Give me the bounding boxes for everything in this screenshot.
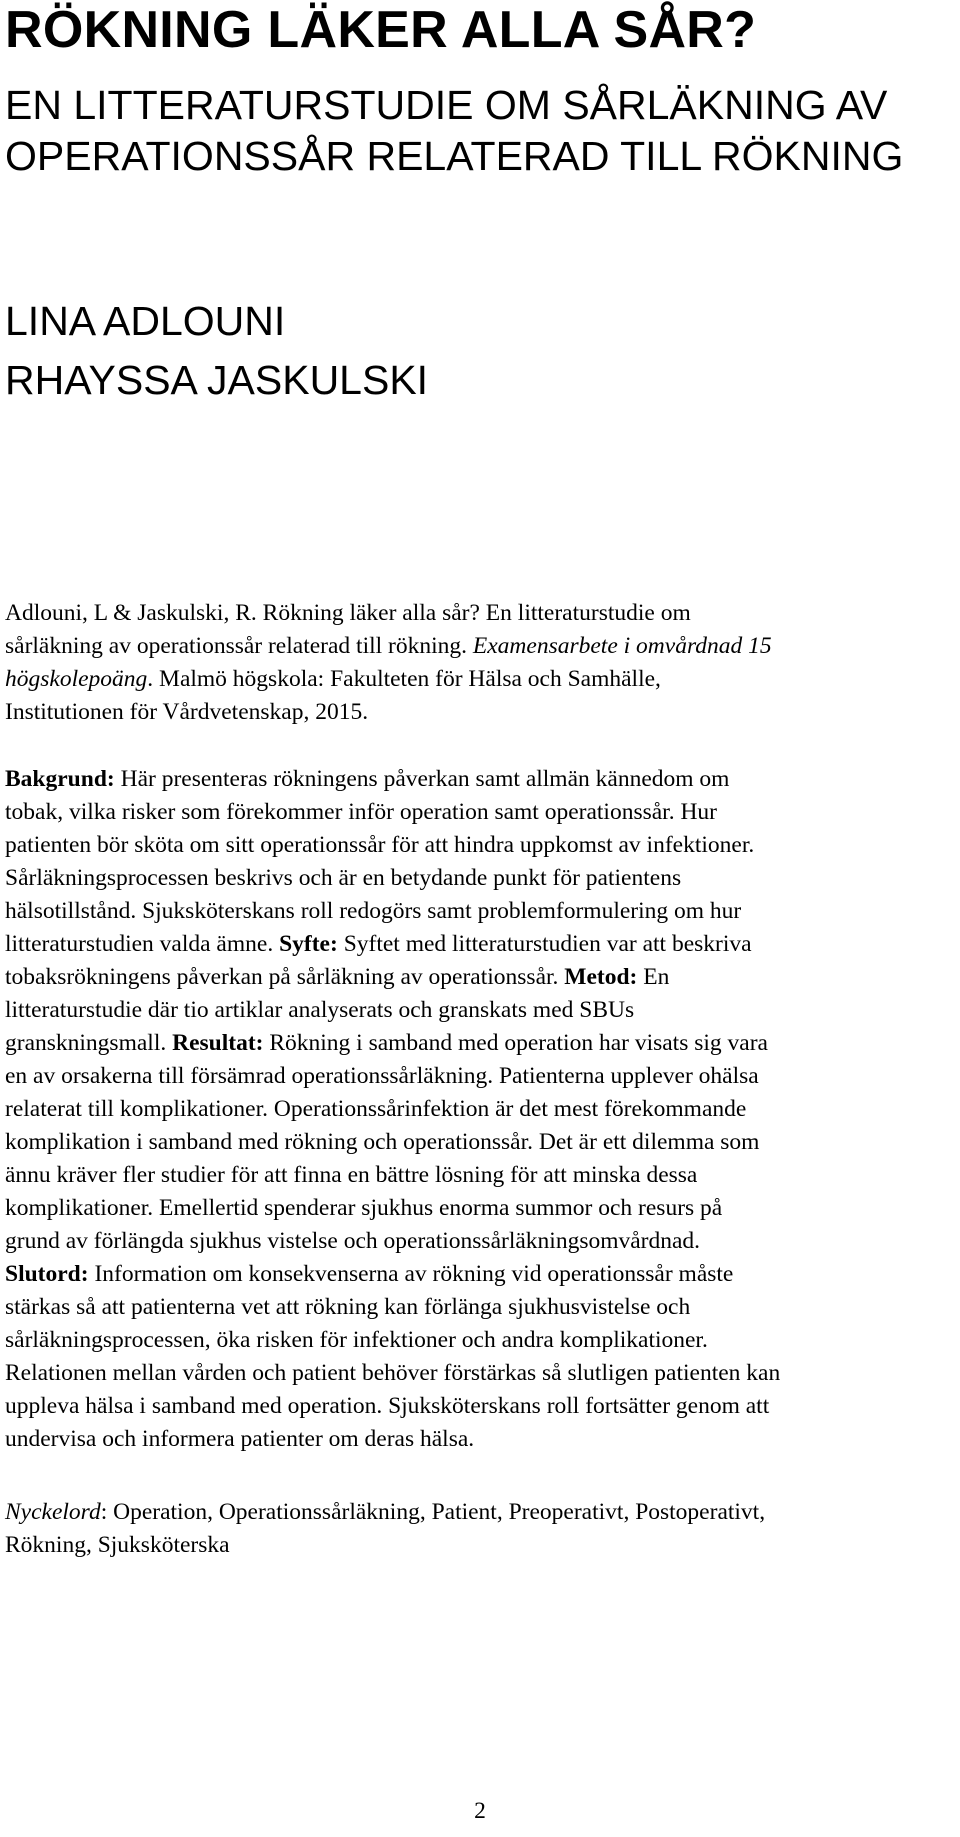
abstract-line [5, 961, 960, 994]
abstract-line: tobak, vilka risker som förekommer inför operation samt operationssår. Hur [5, 799, 717, 825]
abstract-text: Här presenteras rökningens påverkan samt allmän kännedom om [114, 766, 730, 792]
abstract-line: grund av förlängda sjukhus vistelse och operationssårläkningsomvårdnad. [5, 1228, 701, 1254]
subtitle-line: EN LITTERATURSTUDIE OM SÅRLÄKNING AV [5, 82, 888, 128]
abstract-line [5, 763, 960, 796]
abstract-line: stärkas så att patienterna vet att rökning kan förlänga sjukhusvistelse och [5, 1294, 691, 1320]
document-subtitle [5, 80, 903, 182]
citation-line: Institutionen för Vårdvetenskap, 2015. [5, 699, 369, 725]
abstract-line [5, 1258, 960, 1291]
keywords-text: : Operation, Operationssårläkning, Patient, Preoperativt, Postoperativt, [100, 1499, 766, 1525]
resultat-label: Resultat: [172, 1030, 264, 1056]
abstract-line: sårläkningsprocessen, öka risken för infektioner och andra komplikationer. [5, 1327, 708, 1353]
citation-line [5, 630, 955, 663]
citation-line: Adlouni, L & Jaskulski, R. Rökning läker alla sår? En litteraturstudie om [5, 600, 691, 626]
abstract-text: granskningsmall. [5, 1030, 173, 1056]
citation-italic-text: Examensarbete i omvårdnad 15 [472, 633, 772, 659]
abstract-text: Rökning i samband med operation har visats sig vara [263, 1030, 768, 1056]
subtitle-line: OPERATIONSSÅR RELATERAD TILL RÖKNING [5, 133, 904, 179]
abstract-line [5, 1027, 960, 1060]
citation-line [5, 663, 955, 696]
citation-text: . Malmö högskola: Fakulteten för Hälsa och Samhälle, [147, 666, 661, 692]
author-name: RHAYSSA JASKULSKI [5, 357, 429, 403]
abstract-line: komplikation i samband med rökning och operationssår. Det är ett dilemma som [5, 1129, 760, 1155]
citation-italic-text: högskolepoäng [5, 666, 148, 692]
abstract-line: undervisa och informera patienter om deras hälsa. [5, 1426, 475, 1452]
citation-text: sårläkning av operationssår relaterad till rökning. [5, 633, 473, 659]
keywords-line: Rökning, Sjuksköterska [5, 1532, 230, 1558]
abstract-line: uppleva hälsa i samband med operation. Sjuksköterskans roll fortsätter genom att [5, 1393, 770, 1419]
abstract-line: ännu kräver fler studier för att finna en bättre lösning för att minska dessa [5, 1162, 698, 1188]
slutord-label: Slutord: [5, 1261, 89, 1287]
citation-paragraph [5, 597, 955, 729]
abstract-text: En [637, 964, 670, 990]
abstract-line: patienten bör sköta om sitt operationssår för att hindra uppkomst av infektioner. [5, 832, 755, 858]
abstract-line: komplikationer. Emellertid spenderar sjukhus enorma summor och resurs på [5, 1195, 723, 1221]
page-number: 2 [474, 1798, 486, 1824]
abstract-line: Sårläkningsprocessen beskrivs och är en betydande punkt för patientens [5, 865, 682, 891]
keywords-paragraph [5, 1496, 955, 1562]
abstract-text: litteraturstudien valda ämne. [5, 931, 280, 957]
keywords-label: Nyckelord [5, 1499, 101, 1525]
abstract-text: tobaksrökningens påverkan på sårläkning av operationssår. [5, 964, 565, 990]
abstract-text: Information om konsekvenserna av rökning vid operationssår måste [88, 1261, 734, 1287]
bakgrund-label: Bakgrund: [5, 766, 115, 792]
abstract-paragraph [5, 763, 960, 1456]
syfte-label: Syfte: [279, 931, 338, 957]
abstract-line: en av orsakerna till försämrad operationssårläkning. Patienterna upplever ohälsa [5, 1063, 759, 1089]
abstract-line: relaterat till komplikationer. Operationssårinfektion är det mest förekommande [5, 1096, 747, 1122]
abstract-line [5, 928, 960, 961]
document-title: RÖKNING LÄKER ALLA SÅR? [5, 1, 757, 59]
abstract-line: Relationen mellan vården och patient behöver förstärkas så slutligen patienten kan [5, 1360, 781, 1386]
abstract-line: hälsotillstånd. Sjuksköterskans roll redogörs samt problemformulering om hur [5, 898, 742, 924]
metod-label: Metod: [564, 964, 638, 990]
author-name: LINA ADLOUNI [5, 298, 286, 344]
keywords-line [5, 1496, 955, 1529]
abstract-text: Syftet med litteraturstudien var att beskriva [337, 931, 752, 957]
abstract-line: litteraturstudie där tio artiklar analyserats och granskats med SBUs [5, 997, 635, 1023]
author-list [5, 292, 428, 410]
